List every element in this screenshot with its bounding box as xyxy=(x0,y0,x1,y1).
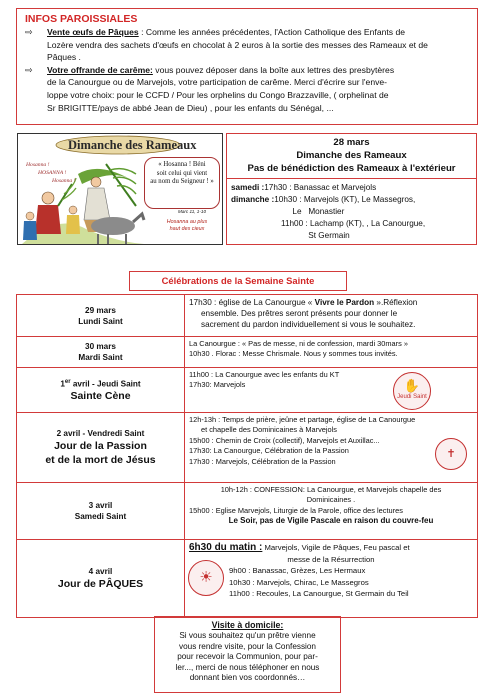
arrow-right-icon: ⇨ xyxy=(25,27,33,37)
rameaux-banner: Dimanche des Rameaux xyxy=(68,138,197,152)
schedule-label: dimanche : xyxy=(231,195,275,205)
schedule-row: dimanche : 10h30 : Marvejols (KT), Le Massegros, Le Monastier xyxy=(231,195,416,216)
event-line: 17h30 : église de La Canourgue « Vivre le Pardon ».Réflexion xyxy=(189,298,418,307)
rameaux-illustration xyxy=(17,133,223,245)
info-item-vente: ⇨ Vente œufs de Pâques : Comme les années précédentes, l'Action Catholique des Enfants de Lozère vendra des sachets d'œufs en chocolat à 2 euros à la sortie des messes des Rameaux et de Pâques . xyxy=(25,27,428,63)
table-row xyxy=(17,483,478,540)
paques-headline: 6h30 du matin : xyxy=(189,542,263,553)
rameaux-info-box xyxy=(226,133,477,245)
rameaux-quote: « Hosanna ! Béni soit celui qui vient au nom du Seigneur ! » xyxy=(144,157,220,209)
visite-title: Visite à domicile: xyxy=(211,620,284,630)
sun-emblem-icon: ☀ xyxy=(188,560,224,596)
events-cell: 17h30 : église de La Canourgue « Vivre le Pardon ».Réflexion ensemble. Des prêtres seront présents pour donner le sacrement du pardon individuellement si vous le souhaitez. xyxy=(185,295,478,337)
info-item-head: Votre offrande de carême: xyxy=(47,64,153,75)
day-cell: 30 mars Mardi Saint xyxy=(17,337,185,368)
table-row xyxy=(17,368,478,413)
rameaux-date: 28 mars xyxy=(333,137,370,148)
table-row xyxy=(17,337,478,368)
arrow-right-icon: ⇨ xyxy=(25,64,33,75)
hosanna-text: Hosanna ! xyxy=(52,178,76,184)
cross-emblem-icon: ✝ xyxy=(435,438,467,470)
table-row xyxy=(17,540,478,618)
events-cell: La Canourgue : « Pas de messe, ni de confession, mardi 30mars » 10h30 . Florac : Messe Chrismale. Nous y sommes tous invités. xyxy=(185,337,478,368)
schedule-row: 11h00 : Lachamp (KT), , La Canourgue, St Germain xyxy=(281,218,426,240)
table-row xyxy=(17,295,478,337)
info-item-head: Vente œufs de Pâques xyxy=(47,27,139,37)
rameaux-note: Pas de bénédiction des Rameaux à l'extérieur xyxy=(247,162,456,174)
events-cell: 11h00 : La Canourgue avec les enfants du KT 17h30: Marvejols ✋ Jeudi Saint xyxy=(185,368,478,413)
events-cell: 12h-13h : Temps de prière, jeûne et partage, église de La Canourgue et chapelle des Dominicaines à Marvejols 15h00 : Chemin de Croix (collectif), Marvejols et Auxillac... 17h30: La Canourgue, Célébration de la Passion 17h30 : Marvejols, Célébration de la Passion ✝ xyxy=(185,413,478,483)
schedule-label: samedi : xyxy=(231,183,265,193)
jeudi-saint-emblem: ✋ Jeudi Saint xyxy=(393,372,431,410)
info-item-offrande: ⇨ Votre offrande de carême: vous pouvez déposer dans la boîte aux lettres des presbytères de la Canourgue ou de Marvejols, votre participation de carême. Merci d'écrire sur l'enve- loppe votre choix: pour le CCFD / Pour les orphelins du Congo Brazzaville, ( orphelinat de Sr BRIGITTE/pays de abbé Jean de Dieu) , pour les enfants du Sénégal, ... xyxy=(25,64,395,113)
day-cell: 2 avril - Vendredi Saint Jour de la Passion et de la mort de Jésus xyxy=(17,413,185,483)
rameaux-caption: Hosanna au plus haut des cieux xyxy=(166,219,208,232)
infos-paroissiales-box xyxy=(16,8,478,125)
table-row xyxy=(17,413,478,483)
visite-domicile-box: Visite à domicile: Si vous souhaitez qu'un prêtre vienne vous rendre visite, pour la Confession pour recevoir la Communion, pour par- ler..., merci de nous téléphoner en nous donnant bien vos coordonnés… xyxy=(154,616,341,693)
events-cell: 6h30 du matin : Marvejols, Vigile de Pâques, Feu pascal et messe de la Résurrection 9h00 : Banassac, Grèzes, Les Hermaux 10h30 : Marvejols, Chirac, Le Massegros 11h00 : Recoules, La Canourgue, St Germain du Teil ☀ xyxy=(185,540,478,618)
rameaux-schedule xyxy=(227,179,476,244)
day-cell: 4 avril Jour de PÂQUES xyxy=(17,540,185,618)
day-cell: 29 mars Lundi Saint xyxy=(17,295,185,337)
infos-title: INFOS PAROISSIALES xyxy=(25,13,138,25)
day-cell: 1er avril - Jeudi Saint Sainte Cène xyxy=(17,368,185,413)
quote-reference: Marc 11, 1-10 xyxy=(178,209,206,214)
rameaux-name: Dimanche des Rameaux xyxy=(296,149,407,161)
hosanna-text: HOSANNA ! xyxy=(38,170,67,176)
hosanna-text: Hosanna ! xyxy=(26,162,50,168)
schedule-row: samedi : 17h30 : Banassac et Marvejols xyxy=(231,183,377,193)
celebrations-table xyxy=(16,294,478,618)
semaine-sainte-title: Célébrations de la Semaine Sainte xyxy=(129,271,347,291)
rameaux-header xyxy=(227,134,476,179)
day-cell: 3 avril Samedi Saint xyxy=(17,483,185,540)
events-cell: 10h-12h : CONFESSION: La Canourgue, et Marvejols chapelle des Dominicaines . 15h00 : Eglise Marvejols, Liturgie de la Parole, office des lectures Le Soir, pas de Vigile Pascale en raison du couvre-feu xyxy=(185,483,478,540)
